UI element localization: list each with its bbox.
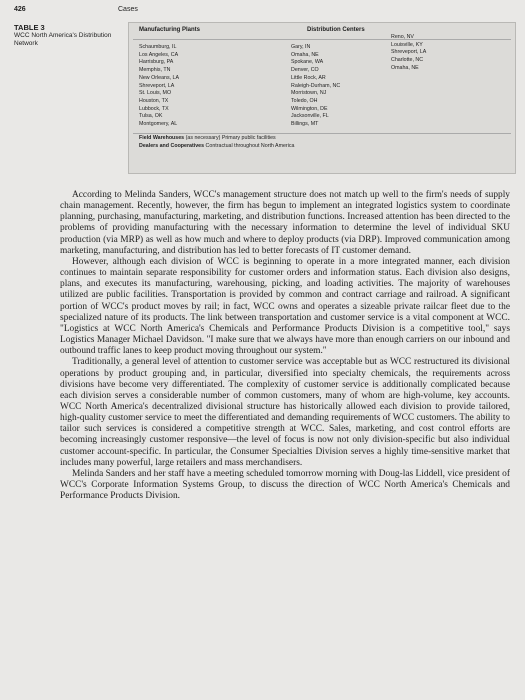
distribution-center: Wilmington, DE — [291, 105, 328, 112]
dealers-text: Contractual throughout North America — [205, 143, 295, 149]
distribution-center: Charlotte, NC — [391, 57, 424, 64]
distribution-center: Little Rock, AR — [291, 74, 326, 81]
distribution-center: Shreveport, LA — [391, 49, 427, 56]
distribution-center: Louisville, KY — [391, 41, 423, 48]
paragraph-3: Traditionally, a general level of attention to customer service was acceptable but as WCC restructured its divisional operations by product grouping and, in particular, diversified into specialty chemicals, the requirements across divisions have become very differentiated. The complexity of customer service is additionally complicated because each division serves a considerable number of common customers, many of whom are high-volume, key accounts. WCC North America's decentralized divisional structure has historically allowed each division to provide tailored, high-quality customer service to meet the differentiated and demanding requirements of WCC customers. The ability to tailor such services is considered a competitive strength at WCC. Sales, marketing, and cost control efforts are becoming increasingly customer responsive—the level of focus is now not only division-specific but also individual customer account-specific. In particular, the Consumer Specialties Division serves a highly time-sensitive market that includes many powerful, large retailers and mass merchandisers. — [60, 357, 510, 468]
field-warehouses-row — [139, 135, 276, 143]
field-warehouses-text: (as necessary) Primary public facilities — [185, 135, 276, 141]
distribution-center: Raleigh-Durham, NC — [291, 82, 341, 89]
dealers-label: Dealers and Cooperatives — [139, 143, 205, 149]
table-title: WCC North America's Distribution Network — [14, 32, 112, 47]
manufacturing-plant: Schaumburg, IL — [139, 44, 177, 50]
manufacturing-plant: Houston, TX — [139, 97, 169, 104]
manufacturing-plant: Tulsa, OK — [139, 113, 163, 120]
distribution-table — [128, 22, 516, 174]
paragraph-1: According to Melinda Sanders, WCC's management structure does not match up well to the firm's needs of supply chain management. Recently, however, the firm has begun to implement an integrated logistics system to coordinate planning, purchasing, manufacturing, marketing, and distribution functions. Increased attention has been directed to the problems of providing manufacturing with the necessary information to determine the level of individual SKU production (via MRP) as well as how much and where to deploy products (via DRP). Improved communication among marketing, manufacturing, and distribution has led to better forecasts of IT customer demand. — [60, 190, 510, 256]
paragraph-2: However, although each division of WCC is beginning to operate in a more integrated manner, each division continues to maintain separate responsibility for customer orders and information status. Each division also designs, plans, and executes its manufacturing, warehousing, picking, and loading activities. The majority of warehouses utilized are public facilities. Transportation is provided by common and contract carriage and railroad. A significant portion of WCC's product moves by rail; in fact, WCC owns and operates a sizeable private railcar fleet due to the specialized nature of its products. The link between transportation and customer service is a vital component at WCC. "Logistics at WCC North America's Chemicals and Performance Products Division is a competitive tool," says Logistics Manager Michael Davidson. "I make sure that we always have more than enough carriers on our inbound and outbound traffic lanes to keep product moving throughout our system." — [60, 256, 510, 357]
distribution-center: Toledo, OH — [291, 97, 318, 104]
manufacturing-plant: Montgomery, AL — [139, 121, 178, 128]
column-distribution-1 — [291, 44, 340, 129]
running-head: Cases — [118, 6, 138, 13]
field-warehouses-label: Field Warehouses — [139, 135, 185, 141]
distribution-center: Morristown, NJ — [291, 90, 327, 97]
manufacturing-plant: New Orleans, LA — [139, 74, 180, 81]
distribution-center: Billings, MT — [291, 121, 319, 128]
body-text — [60, 190, 510, 695]
page-number: 426 — [14, 6, 26, 13]
distribution-center: Omaha, NE — [291, 51, 319, 58]
manufacturing-plant: Memphis, TN — [139, 67, 171, 74]
dealers-row — [139, 143, 294, 151]
manufacturing-plant: Shreveport, LA — [139, 82, 175, 89]
distribution-center: Gary, IN — [291, 44, 311, 50]
manufacturing-plant: Los Angeles, CA — [139, 51, 179, 58]
distribution-center: Denver, CO — [291, 67, 319, 74]
manufacturing-plant: St. Louis, MO — [139, 90, 172, 97]
table-label: TABLE 3 — [14, 23, 45, 32]
column-manufacturing — [139, 44, 179, 129]
distribution-center: Spokane, WA — [291, 59, 324, 66]
header-manufacturing: Manufacturing Plants — [139, 27, 201, 33]
distribution-center: Jacksonville, FL — [291, 113, 329, 120]
column-distribution-2 — [391, 34, 426, 73]
manufacturing-plant: Harrisburg, PA — [139, 59, 174, 66]
header-distribution: Distribution Centers — [307, 27, 365, 33]
header-rule — [133, 39, 511, 40]
distribution-center: Omaha, NE — [391, 64, 419, 71]
footer-rule — [133, 133, 511, 134]
manufacturing-plant: Lubbock, TX — [139, 105, 169, 112]
table-caption — [14, 24, 114, 48]
distribution-center: Reno, NV — [391, 34, 414, 40]
paragraph-4: Melinda Sanders and her staff have a meeting scheduled tomorrow morning with Doug-las Liddell, vice president of WCC's Corporate Information Systems Group, to discuss the direction of WCC North America's Chemicals and Performance Products Division. — [60, 468, 510, 502]
